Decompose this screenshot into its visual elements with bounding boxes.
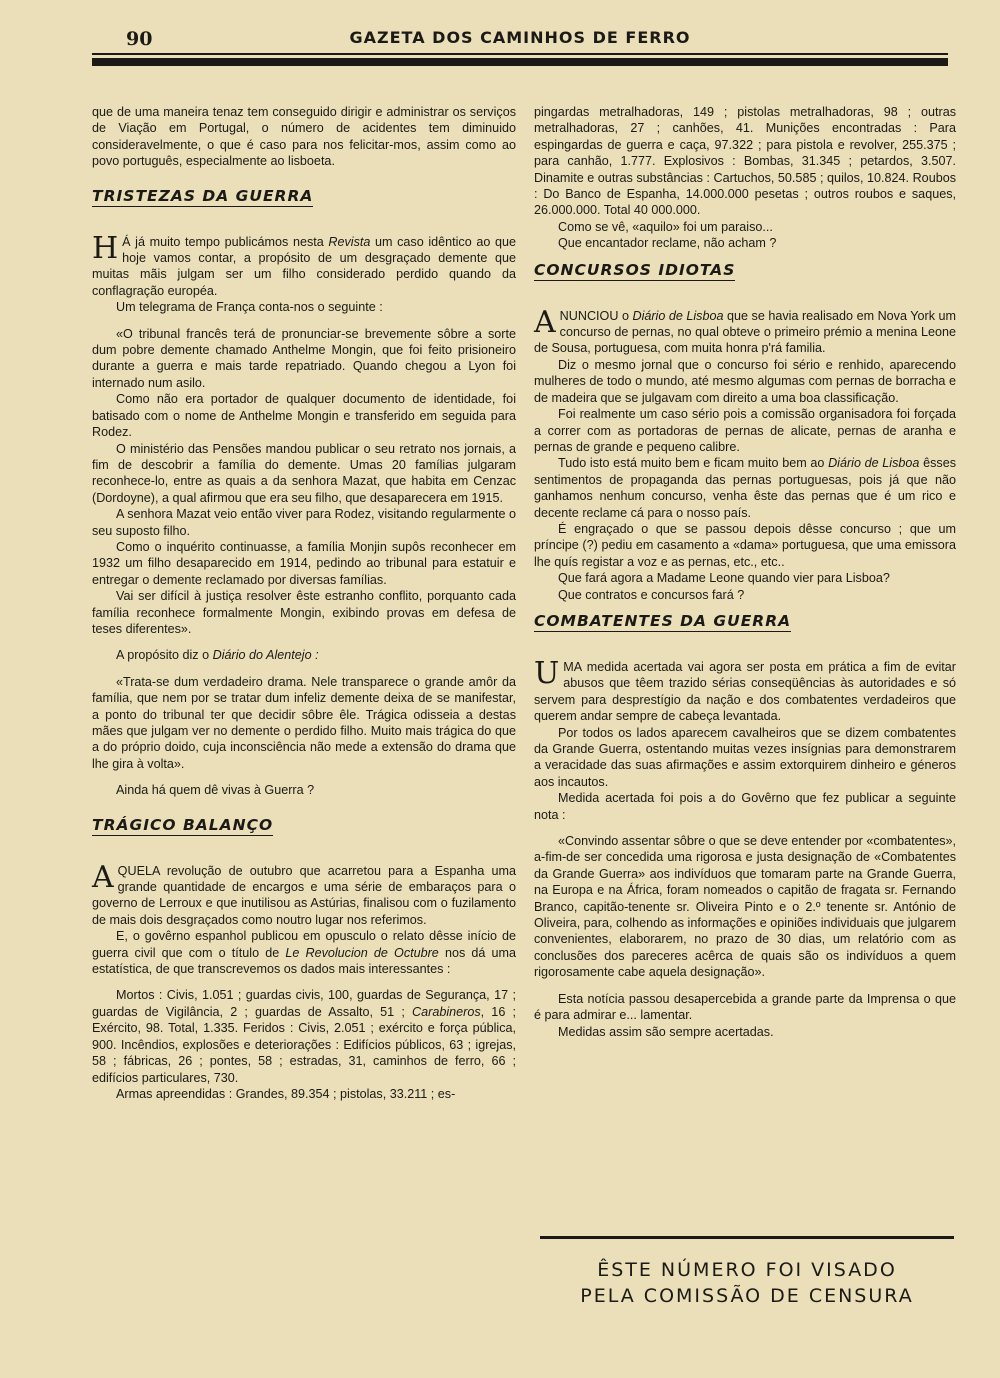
article-paragraph: Medidas assim são sempre acertadas. [558,1024,774,1039]
quote-paragraph: «O tribunal francês terá de pronunciar-se brevemente sôbre a sorte dum pobre demente chamado Anthelme Mongin, que foi feito prisioneiro durante a guerra e mais tarde repatriado. Quando chegou a Lyon foi internado num asilo. [92,326,516,390]
censorship-line: PELA COMISSÃO DE CENSURA [580,1285,914,1307]
section-title-combatentes: COMBATENTES DA GUERRA [534,613,791,632]
drop-cap: H [92,230,119,266]
article-paragraph: Que encantador reclame, não acham ? [558,236,777,251]
quote-paragraph: O ministério das Pensões mandou publicar o seu retrato nos jornais, a fim de descobrir a família do demente. Umas 20 famílias julgaram reconhece-lo, entre as quais a da senhora Mazat, que habita em Cenzac (Dordoyne), a qual afirmou que era seu filho, que desaparecera em 1915. [92,441,516,505]
statistics-paragraph: Mortos : Civis, 1.051 ; guardas civis, 100, guardas de Segurança, 17 ; guardas de Vigilância, 2 ; guardas de Assalto, 51 ; Carabineros, 16 ; Exército, 98. Total, 1.335. Feridos : Civis, 2.051 ; exército e força pública, 900. Incêndios, explosões e deteriorações : Edifícios públicos, 63 ; igrejas, 58 ; fábricas, 26 ; pontes, 58 ; estradas, 31, caminhos de ferro, 66 ; edifícios particulares, 730. [92,988,516,1085]
drop-cap: U [534,655,560,691]
article-paragraph: H Á já muito tempo publicámos nesta Revista um caso idêntico ao que hoje vamos contar, a propósito de um desgraçado demente que muitas mãis julgam ser um filho considerado perdido quando da conflagração européa. [92,230,516,298]
page-header [92,24,948,74]
censorship-line: ÊSTE NÚMERO FOI VISADO [597,1259,897,1281]
page-number: 90 [126,28,153,50]
article-paragraph: Que contratos e concursos fará ? [558,587,745,602]
article-paragraph: Medida acertada foi pois a do Govêrno que fez publicar a seguinte nota : [534,791,956,822]
quote-paragraph: Vai ser difícil à justiça resolver êste estranho conflito, porquanto cada família reconhece formalmente Mongin, exibindo provas em defesa de teses diferentes». [92,589,516,636]
article-paragraph: AQUELA revolução de outubro que acarretou para a Espanha uma grande quantidade de encargos e uma série de embaraços para o governo de Lerroux e que inutilisou as Astúrias, finalisou com o fuzilamento de mais dois desgraçados como noutro lugar nos referimos. [92,859,516,927]
quote-paragraph: A senhora Mazat veio então viver para Rodez, visitando regularmente o seu suposto filho. [92,507,516,538]
left-column [92,104,516,1102]
article-paragraph: Como se vê, «aquilo» foi um paraiso... [558,219,773,234]
quote-paragraph: «Convindo assentar sôbre o que se deve entender por «combatentes», a-fim-de ser concedida uma rigorosa e justa designação de «Combatentes da Grande Guerra» aos indivíduos que tomaram parte na Grande Guerra, na Europa e na África, foram nomeados o capitão de fragata sr. Fernando Branco, capitão-tenente sr. Oliveira Pinto e o 2.º tenente sr. António de Oliveira, para, colhendo as informações e opiniões individuais que julgarem convenientes, elaborarem, no prazo de 30 dias, um relatório com as conclusões dos pareceres acêrca de quais são os indivíduos a quem rigorosamente cabe aquela designação». [534,834,956,980]
section-title-concursos-idiotas: CONCURSOS IDIOTAS [534,262,735,281]
article-paragraph: Ainda há quem dê vivas à Guerra ? [116,783,315,798]
article-paragraph: Esta notícia passou desapercebida a grande parte da Imprensa o que é para admirar e... lamentar. [534,991,956,1023]
article-paragraph: Tudo isto está muito bem e ficam muito bem ao Diário de Lisboa êsses sentimentos de propaganda das pernas portuguesas, pois já que não ganhamos nenhum concurso, venha êste das pernas que é um rico e decente reclame cá para o nosso país. [534,456,956,520]
journal-title: GAZETA DOS CAMINHOS DE FERRO [349,28,691,47]
censorship-notice [540,1236,954,1309]
article-paragraph: A propósito diz o Diário do Alentejo : [116,648,319,663]
article-paragraph: E, o govêrno espanhol publicou em opusculo o relato dêsse início de guerra civil que com o título de Le Revolucion de Octubre nos dá uma estatística, de que transcrevemos os dados mais interessantes : [92,929,516,977]
header-rule-thin [92,53,948,55]
article-paragraph: Que fará agora a Madame Leone quando vier para Lisboa? [558,571,890,586]
right-column [534,104,956,1040]
quote-paragraph: «Trata-se dum verdadeiro drama. Nele transparece o grande amôr da família, que nem por se tratar dum infeliz demente deixa de se manifestar, a ponto do tribunal ter que decidir sôbre êle. Trágica odisseia a destas mães que julgam ver no demente o perdido filho. Muito mais trágica do que a do próprio doido, cuja inconsciência não mede a extensão do drama que lhe gira à volta». [92,674,516,771]
article-paragraph: Um telegrama de França conta-nos o seguinte : [116,300,383,315]
statistics-paragraph: Armas apreendidas : Grandes, 89.354 ; pistolas, 33.211 ; es- [116,1086,456,1101]
quote-paragraph: Como não era portador de qualquer documento de identidade, foi batisado com o nome de Anthelme Mongin e transferido em seguida para Rodez. [92,392,516,440]
section-title-tragico-balanco: TRÁGICO BALANÇO [92,817,273,836]
section-title-tristezas: TRISTEZAS DA GUERRA [92,188,313,207]
quote-paragraph: Como o inquérito continuasse, a família Monjin supôs reconhecer em 1932 um filho desaparecido em 1914, pedindo ao tribunal para estatuir e entregar o demente reclamado por diversas famílias. [92,539,516,587]
header-rule-thick [92,58,948,66]
article-paragraph: Foi realmente um caso sério pois a comissão organisadora foi forçada a correr com as portadoras de pernas de alicate, pernas de aranha e pernas de grande e pequeno calibre. [534,407,956,454]
article-paragraph: É engraçado o que se passou depois dêsse concurso ; que um príncipe (?) pediu em casamento a «dama» portuguesa, que uma emissora lhe quís registar a voz e as pernas, etc., etc.. [534,521,956,569]
drop-cap: A [534,304,556,340]
article-paragraph: Por todos os lados aparecem cavalheiros que se dizem combatentes da Grande Guerra, ostentando muitas vezes insígnias para demonstrarem a veracidade das suas afirmações e assim extorquirem dinheiro e géneros aos incautos. [534,725,956,789]
article-paragraph: UMA medida acertada vai agora ser posta em prática a fim de evitar abusos que têem trazido sérias conseqüências às autoridades e só servem para desprestígio da nação e dos combatentes verdadeiros que querem andar sempre de cabeça levantada. [534,655,956,724]
article-paragraph: Diz o mesmo jornal que o concurso foi sério e renhido, aparecendo mulheres de todo o mundo, até mesmo algumas com pernas de borracha e de madeira que se julgavam com direito a uma boa classificação. [534,357,956,405]
article-paragraph: ANUNCIOU o Diário de Lisboa que se havia realisado em Nova York um concurso de pernas, no qual obteve o primeiro prémio a menina Leone de Sousa, portuguesa, com muita honra p'rá familia. [534,304,956,356]
intro-paragraph: que de uma maneira tenaz tem conseguido dirigir e administrar os serviços de Viação em Portugal, o número de acidentes tem diminuido consideravelmente, o que é caso para nos felicitar-mos, assim como ao povo português, especialmente ao lisboeta. [92,105,516,169]
statistics-paragraph: pingardas metralhadoras, 149 ; pistolas metralhadoras, 98 ; outras metralhadoras, 27 ; canhões, 41. Munições encontradas : Para espingardas de guerra e caça, 97.322 ; para pistola e revolver, 255.375 ; para canhão, 1.777. Explosivos : Bombas, 31.345 ; petardos, 3.507. Dinamite e outras substâncias : Cartuchos, 50.585 ; quilos, 10.824. Roubos : Do Banco de Espanha, 14.000.000 pesetas ; outros roubos e saques, 26.000.000. Total 40 000.000. [534,105,956,218]
drop-cap: A [92,859,114,895]
